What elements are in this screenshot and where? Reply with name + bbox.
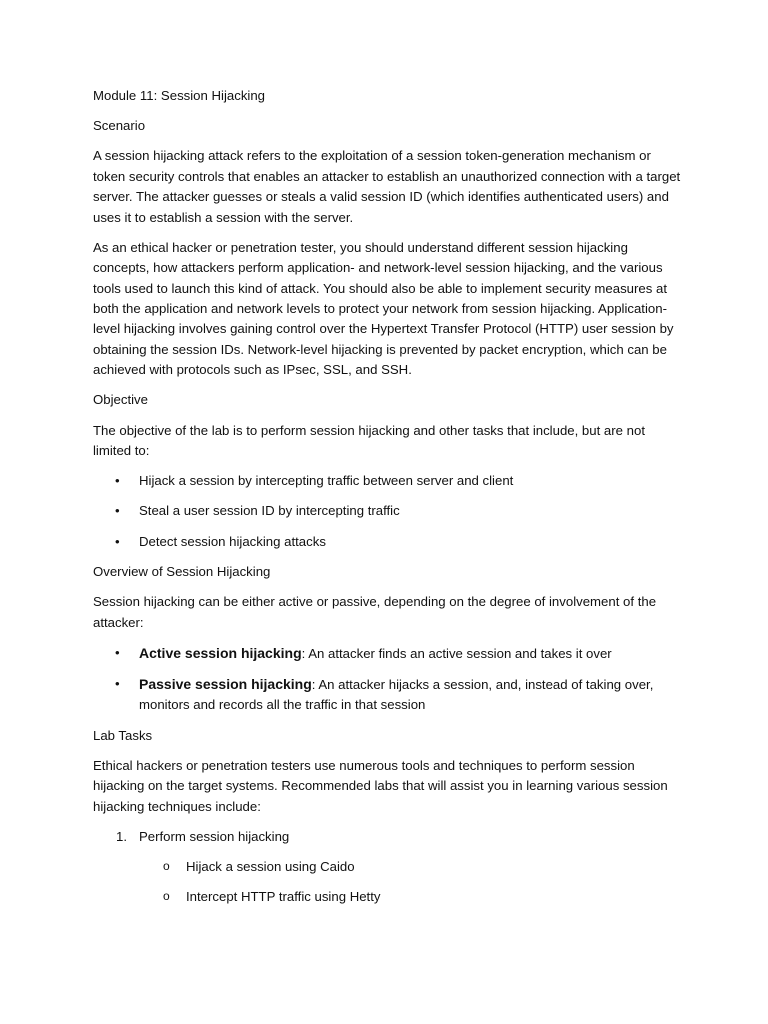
list-item [93, 857, 683, 877]
overview-intro: Session hijacking can be either active or passive, depending on the degree of involvement of the attacker: [93, 594, 657, 630]
list-item [93, 532, 683, 552]
lab-tasks-intro: Ethical hackers or penetration testers use numerous tools and techniques to perform session hijacking on the target systems. Recommended labs that will assist you in learning various session hijacking techniques include: [93, 757, 668, 814]
list-item-text: Hijack a session by intercepting traffic between server and client [139, 473, 514, 489]
list-item [93, 501, 683, 521]
list-item [93, 674, 683, 716]
list-item-text: Hijack a session using Caido [186, 858, 355, 874]
term-active-session-hijacking: Active session hijacking [139, 644, 302, 661]
lab-tasks-heading: Lab Tasks [93, 727, 153, 743]
objective-list [93, 471, 683, 552]
bullet-icon: • [115, 675, 120, 691]
list-item-text: Steal a user session ID by intercepting traffic [139, 503, 400, 519]
overview-heading: Overview of Session Hijacking [93, 563, 271, 579]
scenario-paragraph-2: As an ethical hacker or penetration tester, you should understand different session hijacking concepts, how attackers perform application- and network-level session hijacking, and the various tools used to launch this kind of attack. You should also be able to implement security measures at both the application and network levels to protect your network from session hijacking. Application-level hijacking involves gaining control over the Hypertext Transfer Protocol (HTTP) user session by obtaining the session IDs. Network-level hijacking is prevented by packet encryption, which can be achieved with protocols such as IPsec, SSL, and SSH. [93, 239, 674, 378]
lab-tasks-list [93, 827, 683, 847]
lab-tasks-sublist [93, 857, 683, 908]
list-item-text: Detect session hijacking attacks [139, 533, 326, 549]
scenario-paragraph-1: A session hijacking attack refers to the exploitation of a session token-generation mechanism or token security controls that enables an attacker to establish an unauthorized connection with a target server. The attacker guesses or steals a valid session ID (which identifies authenticated users) and uses it to establish a session with the server. [93, 148, 681, 225]
sub-bullet-icon: o [163, 858, 170, 873]
bullet-icon: • [115, 644, 120, 660]
term-description: : An attacker finds an active session and takes it over [301, 645, 612, 661]
objective-heading: Objective [93, 392, 148, 408]
bullet-icon: • [115, 533, 120, 549]
list-item [93, 471, 683, 491]
document-title: Module 11: Session Hijacking [93, 88, 266, 103]
list-item-text: Perform session hijacking [139, 828, 290, 844]
term-description: : An attacker hijacks a session, and, instead of taking over, monitors and records all the traffic in that session [139, 676, 654, 713]
document-page [93, 86, 683, 917]
list-number: 1. [116, 828, 127, 844]
list-item [93, 643, 683, 664]
list-item [93, 887, 683, 907]
bullet-icon: • [115, 503, 120, 519]
term-passive-session-hijacking: Passive session hijacking [139, 675, 312, 692]
list-item-text: Intercept HTTP traffic using Hetty [186, 889, 381, 905]
objective-intro: The objective of the lab is to perform session hijacking and other tasks that include, but are not limited to: [93, 422, 645, 459]
overview-list [93, 643, 683, 716]
list-item [93, 827, 683, 847]
scenario-heading: Scenario [93, 118, 146, 134]
bullet-icon: • [115, 473, 120, 489]
sub-bullet-icon: o [163, 889, 170, 904]
